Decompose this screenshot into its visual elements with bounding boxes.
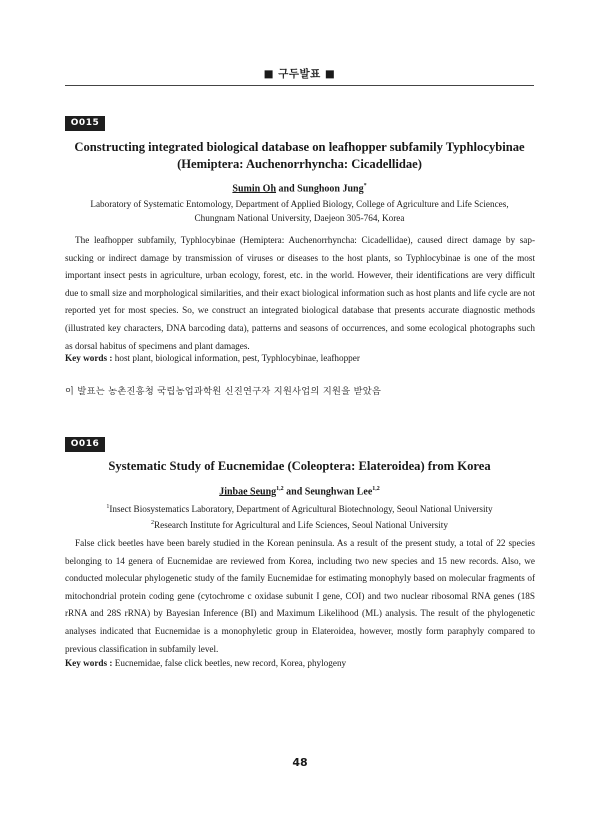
abstract-title-line: (Hemiptera: Auchenorrhyncha: Cicadellidae) bbox=[177, 157, 422, 171]
affiliation-line: Laboratory of Systematic Entomology, Department of Applied Biology, College of Agriculture and Life Sciences, bbox=[90, 199, 509, 209]
affiliation-line: Chungnam National University, Daejeon 305-764, Korea bbox=[194, 212, 405, 223]
affiliation-text: Research Institute for Agricultural and Life Sciences, Seoul National University bbox=[154, 519, 448, 530]
author-name: Seunghwan Lee bbox=[304, 486, 373, 498]
author-superscript: 1,2 bbox=[276, 486, 284, 492]
keywords-label: Key words : bbox=[65, 353, 113, 363]
author-name: Sumin Oh bbox=[232, 183, 277, 195]
affiliation bbox=[65, 198, 534, 225]
affiliation-superscript: 2 bbox=[151, 519, 155, 526]
abstract-code-badge: O015 bbox=[65, 116, 105, 131]
author-name: Jinbae Seung bbox=[219, 486, 277, 498]
keywords-text: Eucnemidae, false click beetles, new record, Korea, phylogeny bbox=[112, 658, 347, 668]
author-superscript: * bbox=[363, 183, 367, 189]
abstract-title-line: Constructing integrated biological database on leafhopper subfamily Typhlocybinae bbox=[74, 140, 525, 154]
abstract-code-badge: O016 bbox=[65, 437, 105, 452]
affiliation-text: Insect Biosystematics Laboratory, Department of Agricultural Biotechnology, Seoul National University bbox=[109, 504, 493, 515]
keywords-label: Key words : bbox=[65, 658, 113, 668]
affiliation-superscript: 1 bbox=[106, 504, 110, 510]
abstract-body: False click beetles have been barely studied in the Korean peninsula. As a result of the present study, a total of 22 species belonging to 14 genera of Eucnemidae are reviewed from Korea, including two new species and 15 new records. Also, we conducted molecular phylogenetic study of the family Eucnemidae for estimating monophyly based on molecular fragments of mitochondrial protein coding gene (cytochrome c oxidase subunit I gene, COI) and two nuclear ribosomal RNA genes (18S rRNA and 28S rRNA) by Bayesian Inference (BI) and Maximum Likelihood (ML) analysis. The result of the phylogenetic analyses indicated that Eucnemidae is a monophyletic group in Elateroidea, however, mostly form paraphyly compared to previous classification in subfamily level. bbox=[65, 538, 535, 654]
header-divider bbox=[65, 85, 534, 86]
section-header: ■ 구두발표 ■ bbox=[263, 68, 336, 80]
keywords bbox=[65, 656, 535, 670]
author-superscript: 1,2 bbox=[372, 486, 380, 492]
abstract-title bbox=[65, 139, 534, 173]
author-list bbox=[65, 486, 534, 497]
abstract-body: The leafhopper subfamily, Typhlocybinae (Hemiptera: Auchenorrhyncha: Cicadellidae), caused direct damage by sap-sucking or indirect damage by transmission of viruses or diseases to the host plants, so Typhlocybinae is one of the most important insect pests in agriculture, urban ecology, forest, etc. in the world. However, their identifications are very difficult due to small size and morphological similarities, and their exact biological information such as host plants and life cycle are not reported yet for most species. So, we construct an integrated biological database that presents accurate diagnostic methods (illustrated key characters, DNA barcoding data), patterns and seasons of occurrences, and some ecological photographs such as dorsal habitus of specimens and plant damages. bbox=[65, 235, 535, 351]
abstract-title-line: Systematic Study of Eucnemidae (Coleoptera: Elateroidea) from Korea bbox=[108, 459, 491, 473]
keywords bbox=[65, 351, 535, 365]
author-separator: and bbox=[283, 486, 305, 498]
abstract-title bbox=[65, 458, 534, 475]
author-separator: and bbox=[276, 183, 298, 195]
author-list bbox=[65, 183, 534, 194]
author-name: Sunghoon Jung bbox=[297, 183, 364, 195]
keywords-text: host plant, biological information, pest, Typhlocybinae, leafhopper bbox=[112, 353, 360, 363]
affiliation-line bbox=[65, 517, 534, 533]
acknowledgement: 이 발표는 농촌진흥청 국립농업과학원 신진연구자 지원사업의 지원을 받았음 bbox=[65, 386, 382, 397]
affiliation-line bbox=[65, 501, 534, 517]
page-number: 48 bbox=[292, 756, 308, 769]
affiliation bbox=[65, 501, 534, 532]
